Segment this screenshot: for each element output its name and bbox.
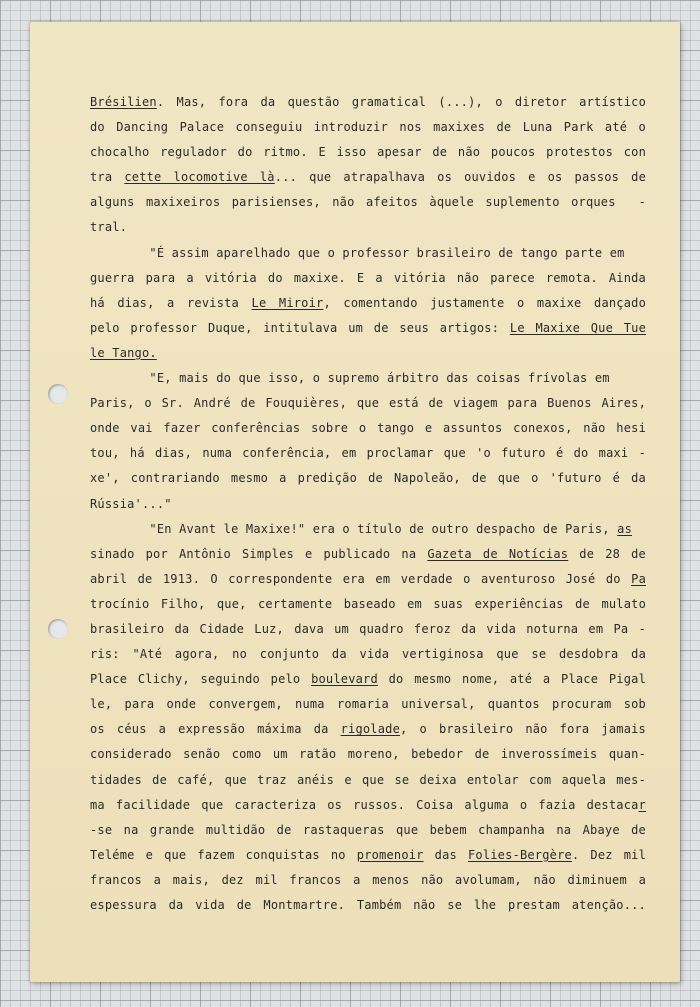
text-line	[90, 291, 646, 316]
text-line	[90, 592, 646, 617]
text-line	[90, 441, 646, 466]
text-segment: tra	[90, 170, 125, 185]
text-line	[90, 90, 646, 115]
text-line	[90, 793, 646, 818]
text-line	[90, 391, 646, 416]
text-line	[90, 868, 646, 893]
text-line	[90, 416, 646, 441]
text-line	[90, 165, 646, 190]
text-segment: onde vai fazer conferências sobre o tango e assuntos conexos, não hesi	[90, 421, 646, 436]
text-segment: Rússia'..."	[90, 496, 172, 511]
punch-hole-upper	[48, 384, 68, 404]
text-line	[90, 717, 646, 742]
text-segment: Teléme e que fazem conquistas no	[90, 847, 357, 862]
text-line	[90, 768, 646, 793]
underlined-text: cette locomotive là	[124, 170, 275, 185]
text-segment: do mesmo nome, até a Place Pigal	[377, 672, 646, 687]
text-segment: xe', contrariando mesmo a predição de Napoleão, de que o 'futuro é da	[90, 471, 646, 486]
text-segment: tral.	[90, 220, 128, 235]
underlined-text: as	[617, 521, 633, 536]
text-line	[90, 843, 646, 868]
text-line	[90, 366, 646, 391]
text-segment: . Mas, fora da questão gramatical (...), o diretor artístico	[156, 95, 646, 109]
text-segment: -se na grande multidão de rastaqueras que bebem champanha na Abaye de	[90, 822, 646, 837]
text-segment: alguns maxixeiros parisienses, não afeitos àquele suplemento orques -	[90, 195, 646, 210]
text-segment: , comentando justamente o maxixe dançado	[323, 295, 646, 310]
text-segment: chocalho regulador do ritmo. E isso apesar de não poucos protestos con	[90, 145, 646, 160]
text-segment: "E, mais do que isso, o supremo árbitro das coisas frívolas em	[90, 371, 610, 386]
text-line	[90, 517, 646, 542]
text-segment: os céus a expressão máxima da	[90, 722, 341, 737]
underlined-text: Pa	[631, 571, 646, 586]
text-line	[90, 542, 646, 567]
text-line	[90, 642, 646, 667]
text-segment: das	[423, 847, 468, 862]
text-segment: guerra para a vitória do maxixe. E a vitória não parece remota. Ainda	[90, 270, 646, 285]
typewritten-page	[30, 22, 680, 982]
underlined-text: r	[638, 797, 646, 812]
text-line	[90, 893, 646, 918]
text-segment: abril de 1913. O correspondente era em verdade o aventuroso José do	[90, 571, 632, 586]
underlined-text: Brésilien	[90, 95, 157, 109]
text-segment: ma facilidade que caracteriza os russos. Coisa alguma o fazia destaca	[90, 797, 639, 812]
text-line	[90, 140, 646, 165]
text-line	[90, 341, 646, 366]
text-segment: . Dez mil	[571, 847, 646, 862]
text-segment: tou, há dias, numa conferência, em proclamar que 'o futuro é do maxi -	[90, 446, 646, 461]
text-segment: espessura da vida de Montmartre. Também não se lhe prestam atenção...	[90, 898, 646, 912]
text-segment: "É assim aparelhado que o professor brasileiro de tango parte em	[90, 245, 625, 260]
underlined-text: Le Miroir	[251, 295, 324, 310]
text-segment: sinado por Antônio Simples e publicado na	[90, 546, 428, 561]
punch-hole-lower	[48, 619, 68, 639]
text-line	[90, 266, 646, 291]
text-segment: de 28 de	[568, 546, 646, 561]
text-line	[90, 190, 646, 215]
underlined-text: Le Maxixe Que Tue	[509, 320, 646, 335]
underlined-text: le Tango.	[90, 345, 157, 360]
underlined-text: boulevard	[311, 672, 378, 687]
text-segment: há dias, a revista	[90, 295, 252, 310]
text-segment: brasileiro da Cidade Luz, dava um quadro feroz da vida noturna em Pa -	[90, 621, 646, 636]
text-line	[90, 692, 646, 717]
text-segment: do Dancing Palace conseguiu introduzir nos maxixes de Luna Park até o	[90, 120, 646, 135]
text-segment: ris: "Até agora, no conjunto da vida vertiginosa que se desdobra da	[90, 647, 646, 662]
document-body	[90, 90, 646, 918]
text-segment: ... que atrapalhava os ouvidos e os passos de	[274, 170, 647, 185]
text-line	[90, 115, 646, 140]
text-segment: trocínio Filho, que, certamente baseado em suas experiências de mulato	[90, 596, 646, 611]
text-line	[90, 316, 646, 341]
text-segment: francos a mais, dez mil francos a menos não avolumam, não diminuem a	[90, 872, 646, 887]
text-line	[90, 742, 646, 767]
text-line	[90, 567, 646, 592]
text-segment: tidades de café, que traz anéis e que se deixa entolar com aquela mes-	[90, 772, 646, 787]
text-line	[90, 466, 646, 491]
text-segment: "En Avant le Maxixe!" era o título de outro despacho de Paris,	[90, 521, 618, 536]
text-segment: Paris, o Sr. André de Fouquières, que está de viagem para Buenos Aires,	[90, 396, 646, 411]
text-line	[90, 667, 646, 692]
text-segment: , o brasileiro não fora jamais	[400, 722, 646, 737]
underlined-text: Gazeta de Notícias	[427, 546, 569, 561]
text-segment: pelo professor Duque, intitulava um de seus artigos:	[90, 320, 510, 335]
text-line	[90, 241, 646, 266]
underlined-text: promenoir	[356, 847, 424, 862]
text-line	[90, 492, 646, 517]
text-line	[90, 818, 646, 843]
text-segment: le, para onde convergem, numa romaria universal, quantos procuram sob	[90, 697, 646, 712]
text-segment: Place Clichy, seguindo pelo	[90, 672, 312, 687]
text-segment: considerado senão como um ratão moreno, bebedor de inverossímeis quan-	[90, 747, 646, 762]
underlined-text: rigolade	[340, 722, 401, 737]
text-line	[90, 215, 646, 240]
underlined-text: Folies-Bergère	[467, 847, 572, 862]
text-line	[90, 617, 646, 642]
